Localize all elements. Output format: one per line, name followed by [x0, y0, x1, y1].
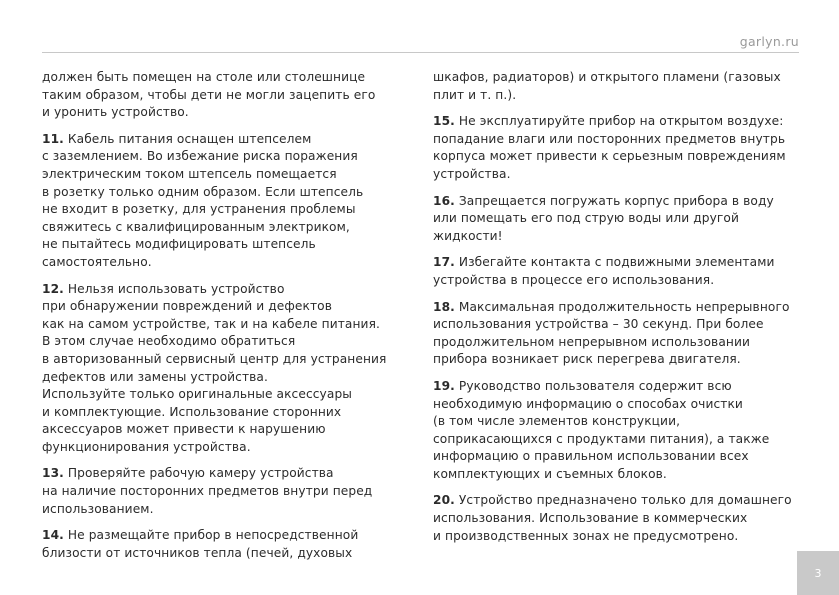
paragraph-text: должен быть помещен на столе или столешнице таким образом, чтобы дети не могли зацепить его и уронить устройство. — [42, 70, 376, 120]
paragraph-13 — [42, 465, 414, 518]
paragraph-text: Проверяйте рабочую камеру устройства на наличие посторонних предметов внутри перед использованием. — [42, 466, 373, 516]
site-url: garlyn.ru — [739, 34, 799, 49]
paragraph-17 — [433, 254, 813, 289]
item-number: 15. — [433, 114, 455, 129]
item-number: 18. — [433, 299, 455, 314]
paragraph-text: Руководство пользователя содержит всю необходимую информацию о способах очистки (в том числе элементов конструкции, соприкасающихся с продуктами питания), а также информацию о правильном использовании всех комплектующих и съемных блоков. — [433, 378, 770, 481]
paragraph-text: Нельзя использовать устройство при обнаружении повреждений и дефектов как на самом устройстве, так и на кабеле питания. В этом случае необходимо обратиться в авторизованный сервисный центр для устранения дефектов или замены устройства. Используйте только оригинальные аксессуары и комплектующие. Использование сторонних аксессуаров может привести к нарушению функционирования устройства. — [42, 281, 387, 454]
item-number: 11. — [42, 131, 64, 146]
paragraph-18 — [433, 299, 813, 369]
item-number: 17. — [433, 255, 455, 270]
paragraph-text: Устройство предназначено только для домашнего использования. Использование в коммерческих и производственных зонах не предусмотрено. — [433, 493, 792, 543]
header-divider — [42, 52, 799, 53]
paragraph-continued — [42, 69, 414, 122]
paragraph-text: Кабель питания оснащен штепселем с заземлением. Во избежание риска поражения электрическим током штепсель помещается в розетку только одним образом. Если штепсель не входит в розетку, для устранения проблемы свяжитесь с квалифицированным электриком, не пытайтесь модифицировать штепсель самостоятельно. — [42, 131, 364, 269]
item-number: 20. — [433, 493, 455, 508]
left-column — [42, 69, 414, 571]
paragraph-12 — [42, 281, 414, 457]
item-number: 13. — [42, 466, 64, 481]
paragraph-16 — [433, 193, 813, 246]
paragraph-text: Максимальная продолжительность непрерывного использования устройства – 30 секунд. При более продолжительном непрерывном использовании прибора возникает риск перегрева двигателя. — [433, 299, 790, 367]
paragraph-text: Не размещайте прибор в непосредственной близости от источников тепла (печей, духовых — [42, 528, 359, 560]
paragraph-text: шкафов, радиаторов) и открытого пламени (газовых плит и т. п.). — [433, 70, 781, 102]
paragraph-11 — [42, 131, 414, 272]
paragraph-text: Запрещается погружать корпус прибора в воду или помещать его под струю воды или другой жидкости! — [433, 193, 774, 243]
paragraph-text: Не эксплуатируйте прибор на открытом воздухе: попадание влаги или посторонних предметов внутрь корпуса может привести к серьезным повреждениям устройства. — [433, 114, 786, 181]
paragraph-continued — [433, 69, 813, 104]
paragraph-text: Избегайте контакта с подвижными элементами устройства в процессе его использования. — [433, 255, 775, 287]
right-column — [433, 69, 813, 554]
paragraph-20 — [433, 492, 813, 545]
page-number: 3 — [797, 551, 839, 595]
paragraph-15 — [433, 113, 813, 183]
paragraph-19 — [433, 378, 813, 484]
paragraph-14 — [42, 527, 414, 562]
item-number: 19. — [433, 378, 455, 393]
item-number: 12. — [42, 281, 64, 296]
item-number: 14. — [42, 528, 64, 543]
item-number: 16. — [433, 193, 455, 208]
